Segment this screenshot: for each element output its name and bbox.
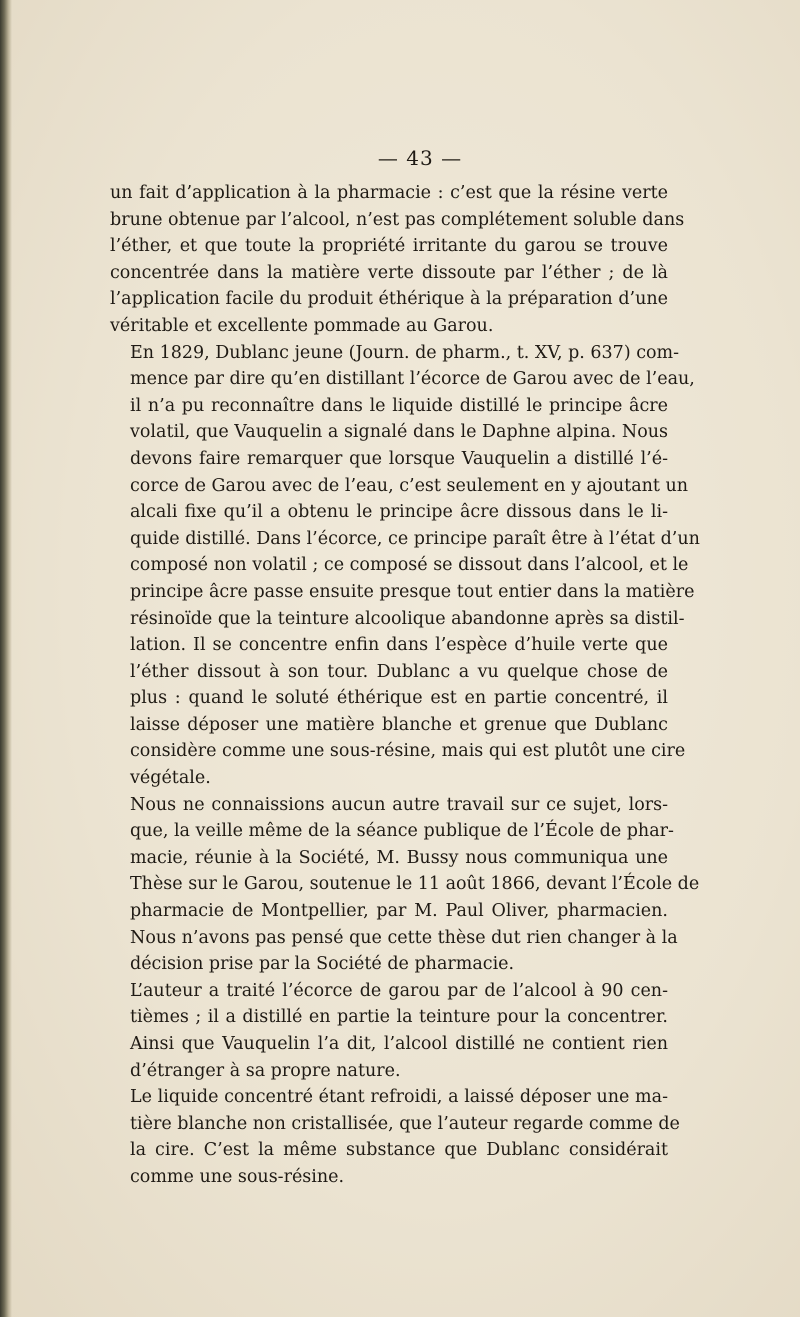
text-line: macie, réunie à la Société, M. Bussy nous communiqua une: [130, 847, 668, 868]
text-line: décision prise par la Société de pharmacie.: [130, 954, 515, 975]
text-line: végétale.: [130, 768, 211, 789]
paragraph-5: [110, 1084, 680, 1190]
text-line: Le liquide concentré étant refroidi, a laissé déposer une ma-: [130, 1087, 668, 1108]
text-line: tière blanche non cristallisée, que l’auteur regarde comme de: [130, 1113, 680, 1134]
text-line: Ainsi que Vauquelin l’a dit, l’alcool distillé ne contient rien: [130, 1034, 668, 1054]
text-line: tièmes ; il a distillé en partie la teinture pour la concentrer.: [130, 1007, 668, 1028]
paragraph-1: [110, 180, 685, 340]
page-number: — 43 —: [377, 146, 463, 170]
text-line: corce de Garou avec de l’eau, c’est seulement en y ajoutant un: [130, 475, 689, 496]
text-line: plus : quand le soluté éthérique est en partie concentré, il: [130, 688, 668, 709]
text-line: composé non volatil ; ce composé se dissout dans l’alcool, et le: [130, 555, 689, 576]
text-line: volatil, que Vauquelin a signalé dans le Daphne alpina. Nous: [130, 422, 668, 443]
paragraph-2: [110, 340, 700, 792]
text-line: concentrée dans la matière verte dissoute par l’éther ; de là: [110, 262, 668, 283]
text-line: d’étranger à sa propre nature.: [130, 1060, 401, 1081]
text-line: devons faire remarquer que lorsque Vauquelin a distillé l’é-: [130, 448, 668, 469]
text-line: considère comme une sous-résine, mais qui est plutôt une cire: [130, 741, 686, 762]
text-line: Nous n’avons pas pensé que cette thèse dut rien changer à la: [130, 927, 678, 948]
text-line: lation. Il se concentre enfin dans l’espèce d’huile verte que: [130, 635, 668, 656]
text-line: l’éther, et que toute la propriété irritante du garou se trouve: [110, 236, 668, 257]
text-line: il n’a pu reconnaître dans le liquide distillé le principe âcre: [130, 395, 668, 416]
paragraph-3: [110, 792, 700, 978]
binding-edge: [0, 0, 12, 1317]
text-line: L’auteur a traité l’écorce de garou par de l’alcool à 90 cen-: [130, 980, 668, 1001]
text-line: Nous ne connaissions aucun autre travail sur ce sujet, lors-: [130, 794, 668, 815]
text-line: Thèse sur le Garou, soutenue le 11 août 1866, devant l’École de: [130, 874, 700, 895]
text-line: véritable et excellente pommade au Garou.: [110, 315, 494, 336]
text-line: un fait d’application à la pharmacie : c’est que la résine verte: [110, 183, 668, 203]
text-line: la cire. C’est la même substance que Dublanc considérait: [130, 1140, 668, 1161]
text-line: comme une sous-résine.: [130, 1166, 345, 1187]
text-line: principe âcre passe ensuite presque tout entier dans la matière: [130, 581, 695, 602]
text-line: que, la veille même de la séance publique de l’École de phar-: [130, 821, 674, 842]
body-text: [110, 180, 700, 1191]
text-line: laisse déposer une matière blanche et grenue que Dublanc: [130, 714, 668, 735]
text-line: résinoïde que la teinture alcoolique abandonne après sa distil-: [130, 608, 685, 629]
text-line: pharmacie de Montpellier, par M. Paul Oliver, pharmacien.: [130, 901, 668, 922]
paragraph-4: [110, 978, 668, 1084]
text-line: brune obtenue par l’alcool, n’est pas complétement soluble dans: [110, 209, 685, 230]
text-line: alcali fixe qu’il a obtenu le principe âcre dissous dans le li-: [130, 502, 668, 523]
text-line: l’application facile du produit éthérique à la préparation d’une: [110, 289, 668, 310]
text-line: mence par dire qu’en distillant l’écorce de Garou avec de l’eau,: [130, 369, 695, 390]
text-line: quide distillé. Dans l’écorce, ce principe paraît être à l’état d’un: [130, 528, 700, 549]
text-line: l’éther dissout à son tour. Dublanc a vu quelque chose de: [130, 661, 668, 682]
text-line: En 1829, Dublanc jeune (Journ. de pharm., t. XV, p. 637) com-: [130, 342, 680, 363]
